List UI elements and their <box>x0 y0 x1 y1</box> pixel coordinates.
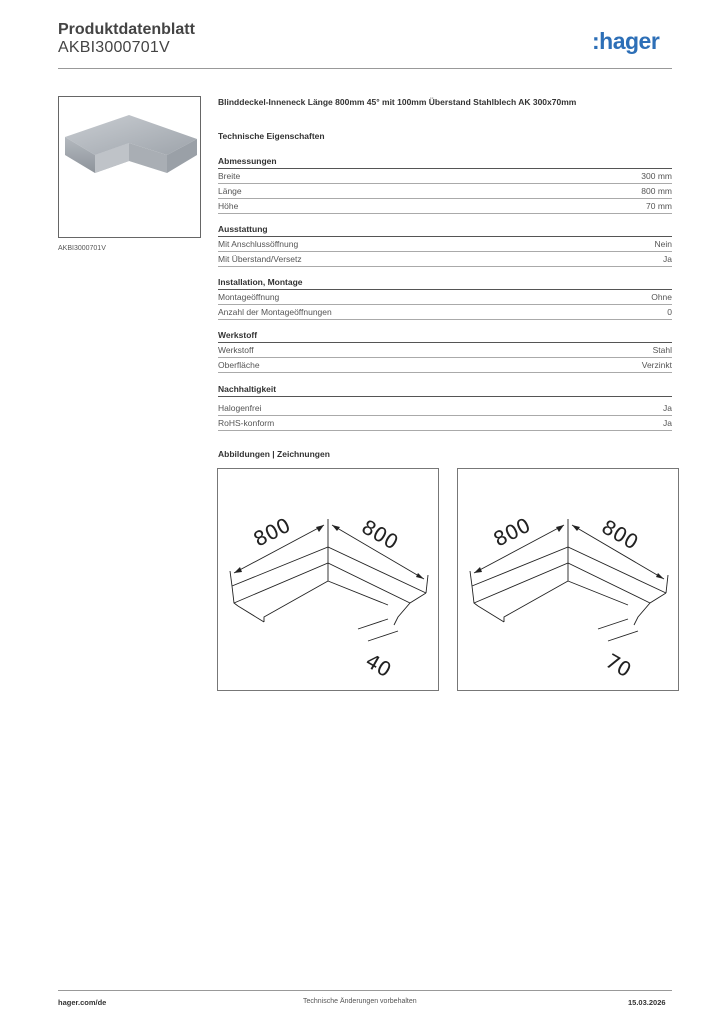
row-value: Stahl <box>652 345 672 355</box>
table-row <box>218 416 672 431</box>
table-row <box>218 305 672 320</box>
cover-corner-photo-icon <box>59 97 200 237</box>
dim-height-label: 40 <box>361 648 396 683</box>
dim-height-label: 70 <box>601 648 636 683</box>
section-dimensions <box>218 155 672 214</box>
dim-left-label: 800 <box>249 512 295 552</box>
row-label: RoHS-konform <box>218 418 275 428</box>
product-title: Blinddeckel-Inneneck Länge 800mm 45° mit 100mm Überstand Stahlblech AK 300x70mm <box>218 97 577 107</box>
row-label: Halogenfrei <box>218 403 262 413</box>
row-label: Montageöffnung <box>218 292 280 302</box>
row-value: Ohne <box>651 292 672 302</box>
image-caption: AKBI3000701V <box>58 245 106 252</box>
row-value: Ja <box>663 403 672 413</box>
row-value: Ja <box>663 418 672 428</box>
row-value: Ja <box>663 254 672 264</box>
hager-logo <box>592 28 659 55</box>
drawings-heading: Abbildungen | Zeichnungen <box>218 449 330 459</box>
section-material <box>218 329 672 373</box>
row-label: Breite <box>218 171 241 181</box>
footer-website-link[interactable]: hager.com/de <box>58 998 107 1007</box>
section-title: Ausstattung <box>218 223 672 237</box>
dim-right-label: 800 <box>597 514 643 555</box>
section-title: Installation, Montage <box>218 276 672 290</box>
row-value: 70 mm <box>646 201 672 211</box>
table-row <box>218 343 672 358</box>
row-label: Oberfläche <box>218 360 260 370</box>
row-value: Verzinkt <box>641 360 672 370</box>
document-type: Produktdatenblatt <box>58 21 195 38</box>
row-label: Werkstoff <box>218 345 254 355</box>
tech-properties-heading: Technische Eigenschaften <box>218 131 325 141</box>
row-value: 0 <box>667 307 672 317</box>
row-label: Anzahl der Montageöffnungen <box>218 307 332 317</box>
dim-left-label: 800 <box>489 512 535 552</box>
row-value: Nein <box>654 239 672 249</box>
footer-date: 15.03.2026 <box>628 998 666 1007</box>
logo-text: hager <box>599 28 660 54</box>
table-row <box>218 252 672 267</box>
table-row <box>218 169 672 184</box>
corner-cover-drawing-icon <box>458 469 678 690</box>
table-row <box>218 358 672 373</box>
header-divider <box>58 68 672 69</box>
table-row <box>218 237 672 252</box>
row-label: Mit Überstand/Versetz <box>218 254 302 264</box>
section-equipment <box>218 223 672 267</box>
technical-drawing-2 <box>457 468 679 691</box>
section-title: Abmessungen <box>218 155 672 169</box>
section-title: Nachhaltigkeit <box>218 383 672 397</box>
logo-dots-icon: : <box>592 28 600 54</box>
product-image <box>58 96 201 238</box>
article-code: AKBI3000701V <box>58 39 170 56</box>
table-row <box>218 290 672 305</box>
dim-right-label: 800 <box>357 514 403 555</box>
row-value: 800 mm <box>641 186 672 196</box>
technical-drawing-1 <box>217 468 439 691</box>
table-row <box>218 401 672 416</box>
corner-cover-drawing-icon <box>218 469 438 690</box>
section-title: Werkstoff <box>218 329 672 343</box>
footer-disclaimer: Technische Änderungen vorbehalten <box>303 998 417 1005</box>
table-row <box>218 184 672 199</box>
footer-divider <box>58 990 672 991</box>
row-label: Höhe <box>218 201 239 211</box>
section-installation <box>218 276 672 320</box>
section-sustainability <box>218 383 672 431</box>
row-value: 300 mm <box>641 171 672 181</box>
table-row <box>218 199 672 214</box>
row-label: Länge <box>218 186 242 196</box>
row-label: Mit Anschlussöffnung <box>218 239 299 249</box>
